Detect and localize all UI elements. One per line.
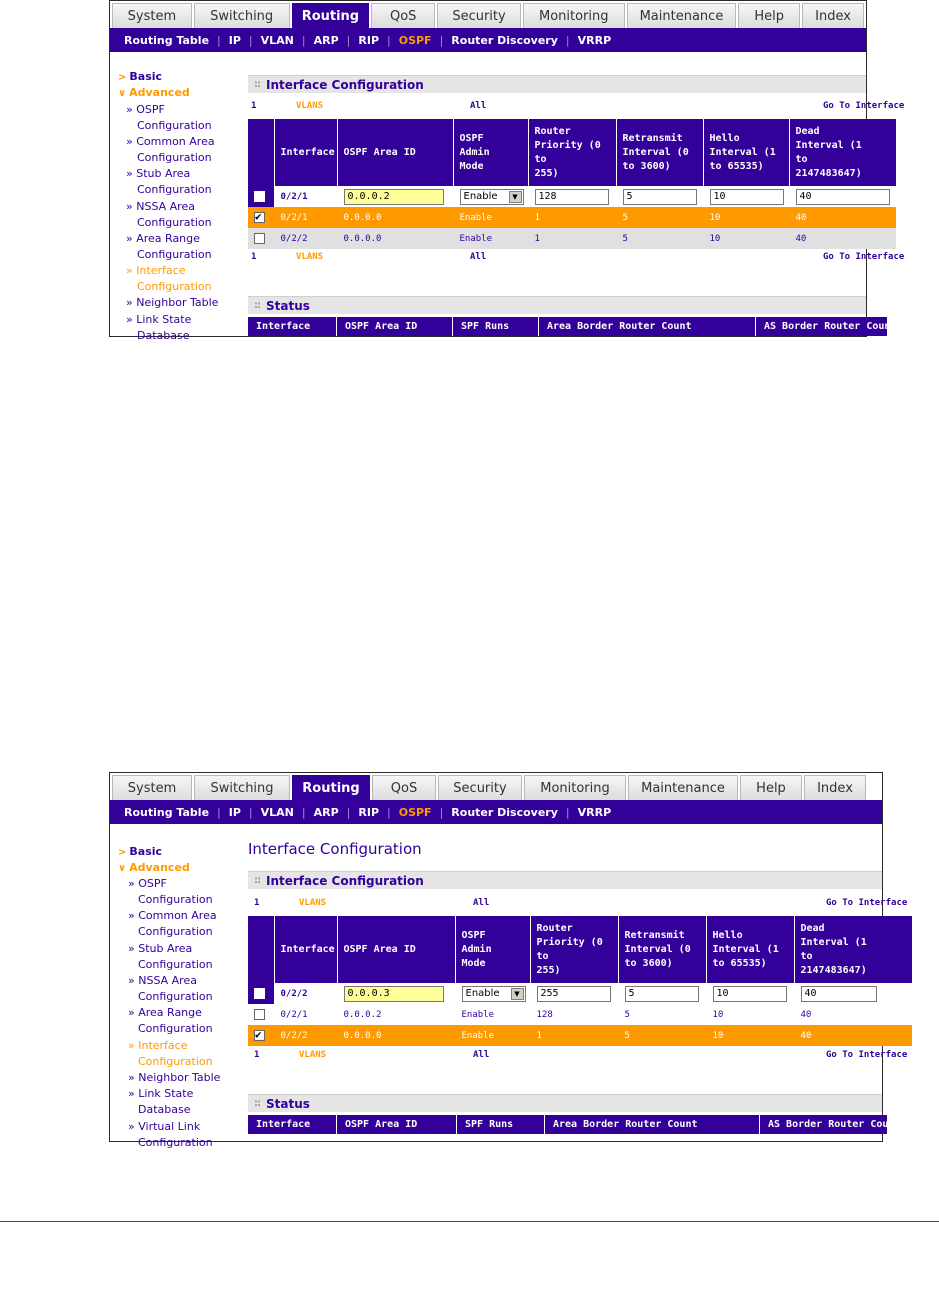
page-title: Interface Configuration xyxy=(248,840,422,858)
sidebar-virtual-link-2[interactable]: Configuration xyxy=(138,1136,213,1149)
row-hello: 10 xyxy=(703,207,789,228)
col-hello-interval: Hello Interval (1 to 65535) xyxy=(706,916,794,983)
status-table-header xyxy=(248,317,897,336)
tab-routing[interactable]: Routing xyxy=(292,3,370,28)
tab-qos[interactable]: QoS xyxy=(371,3,435,28)
sidebar-advanced[interactable]: ∨ Advanced xyxy=(118,86,190,99)
page-number[interactable]: 1 xyxy=(251,101,257,111)
table-row[interactable] xyxy=(248,1004,912,1025)
row-select-cell xyxy=(248,1025,274,1046)
col-ospf-area-id: OSPF Area ID xyxy=(337,119,453,186)
col-hello-interval: Hello Interval (1 to 65535) xyxy=(703,119,789,186)
edit-row-priority-cell xyxy=(528,186,616,207)
row-checkbox[interactable] xyxy=(254,212,265,223)
sidebar-area-range-2[interactable]: Configuration xyxy=(138,1022,213,1035)
sidebar-area-range[interactable]: » Area Range xyxy=(128,1006,202,1019)
row-interface: 0/2/2 xyxy=(274,1025,337,1046)
page-footer-rule xyxy=(0,1221,939,1222)
all-link[interactable]: All xyxy=(473,898,490,908)
sidebar-virtual-link[interactable]: » Virtual Link xyxy=(128,1120,201,1133)
col-dead-interval: Dead Interval (1 to 2147483647) xyxy=(789,119,896,186)
tab-index[interactable]: Index xyxy=(802,3,864,28)
interface-config-section-bar[interactable]: :: Interface Configuration xyxy=(248,871,882,889)
status-col-interface: Interface xyxy=(248,1115,337,1134)
bottom-pager-row xyxy=(248,249,905,267)
interface-config-table xyxy=(248,916,913,1046)
row-admin-mode: Enable xyxy=(453,207,528,228)
sidebar-link-state-2[interactable]: Database xyxy=(137,329,190,342)
vlans-link[interactable]: VLANS xyxy=(299,898,327,908)
tab-security[interactable]: Security xyxy=(437,3,521,28)
row-priority: 1 xyxy=(530,1025,618,1046)
goto-interface-link[interactable]: Go To Interface xyxy=(823,101,905,111)
col-retransmit-interval: Retransmit Interval (0 to 3600) xyxy=(616,119,703,186)
col-router-priority: Router Priority (0 to 255) xyxy=(530,916,618,983)
tab-monitoring[interactable]: Monitoring xyxy=(524,775,626,800)
tab-help[interactable]: Help xyxy=(738,3,800,28)
row-interface: 0/2/1 xyxy=(274,1004,337,1025)
sidebar-common-area[interactable]: » Common Area xyxy=(126,135,215,148)
sidebar-ospf-config[interactable]: » OSPF xyxy=(128,877,167,890)
vlans-link[interactable]: VLANS xyxy=(296,101,324,111)
status-col-abr-count: Area Border Router Count xyxy=(545,1115,760,1134)
col-interface: Interface xyxy=(274,119,337,186)
interface-config-section-bar[interactable]: :: Interface Configuration xyxy=(248,75,866,93)
edit-row-select-cell xyxy=(248,186,274,207)
sidebar xyxy=(110,52,232,342)
row-priority: 1 xyxy=(528,207,616,228)
page-number[interactable]: 1 xyxy=(254,1050,260,1060)
content-area xyxy=(234,824,908,1141)
sidebar-common-area[interactable]: » Common Area xyxy=(128,909,217,922)
sidebar-ospf-config-2[interactable]: Configuration xyxy=(137,119,212,132)
bottom-pager-row xyxy=(248,1047,908,1065)
tab-maintenance[interactable]: Maintenance xyxy=(627,3,737,28)
sidebar-neighbor-table[interactable]: » Neighbor Table xyxy=(128,1071,221,1084)
tab-system[interactable]: System xyxy=(112,775,192,800)
row-retransmit: 5 xyxy=(616,228,703,249)
retransmit-interval-input[interactable]: 5 xyxy=(623,189,697,205)
page-number[interactable]: 1 xyxy=(251,252,257,262)
sidebar-ospf-config-2[interactable]: Configuration xyxy=(138,893,213,906)
sidebar-stub-area-2[interactable]: Configuration xyxy=(137,183,212,196)
edit-row-retransmit-cell xyxy=(616,186,703,207)
tab-security[interactable]: Security xyxy=(438,775,522,800)
sidebar-nssa-area[interactable]: » NSSA Area xyxy=(128,974,197,987)
admin-mode-select[interactable]: Enable ▼ xyxy=(460,189,524,205)
goto-interface-link[interactable]: Go To Interface xyxy=(826,898,908,908)
row-retransmit: 5 xyxy=(616,207,703,228)
sidebar-area-range-2[interactable]: Configuration xyxy=(137,248,212,261)
table-header-row xyxy=(248,119,896,186)
status-col-spf-runs: SPF Runs xyxy=(453,317,539,336)
row-admin-mode: Enable xyxy=(453,228,528,249)
area-id-input[interactable]: 0.0.0.2 xyxy=(344,189,444,205)
table-header-row xyxy=(248,916,912,983)
subnav-ip[interactable]: IP xyxy=(228,805,241,819)
col-ospf-area-id: OSPF Area ID xyxy=(337,916,455,983)
col-retransmit-interval: Retransmit Interval (0 to 3600) xyxy=(618,916,706,983)
row-admin-mode: Enable xyxy=(455,1025,530,1046)
dead-interval-input[interactable]: 40 xyxy=(801,986,877,1002)
row-interface: 0/2/2 xyxy=(274,228,337,249)
sidebar-area-range[interactable]: » Area Range xyxy=(126,232,200,245)
row-hello: 10 xyxy=(703,228,789,249)
col-dead-interval: Dead Interval (1 to 2147483647) xyxy=(794,916,912,983)
sidebar-stub-area[interactable]: » Stub Area xyxy=(126,167,191,180)
row-checkbox[interactable] xyxy=(254,1009,265,1020)
page-number[interactable]: 1 xyxy=(254,898,260,908)
edit-row-checkbox[interactable] xyxy=(254,191,265,202)
sidebar-interface-config-2[interactable]: Configuration xyxy=(137,280,212,293)
subnav-vrrp[interactable]: VRRP xyxy=(577,33,612,47)
edit-row-interface: 0/2/2 xyxy=(274,983,337,1004)
tab-system[interactable]: System xyxy=(112,3,192,28)
top-pager-row xyxy=(248,895,908,913)
subnav-vlan[interactable]: VLAN xyxy=(260,805,294,819)
row-area-id: 0.0.0.0 xyxy=(337,228,453,249)
sidebar-stub-area[interactable]: » Stub Area xyxy=(128,942,193,955)
row-checkbox[interactable] xyxy=(254,233,265,244)
row-interface: 0/2/1 xyxy=(274,207,337,228)
sidebar-interface-config-2[interactable]: Configuration xyxy=(138,1055,213,1068)
sidebar-nssa-area-2[interactable]: Configuration xyxy=(138,990,213,1003)
subnav-ospf[interactable]: OSPF xyxy=(398,33,432,47)
screenshot-2 xyxy=(109,772,908,1149)
edit-row-hello-cell xyxy=(706,983,794,1004)
edit-row xyxy=(248,983,912,1004)
row-dead: 40 xyxy=(789,228,896,249)
status-col-area-id: OSPF Area ID xyxy=(337,1115,457,1134)
status-section-bar[interactable]: :: Status xyxy=(248,296,866,314)
edit-row-dead-cell xyxy=(789,186,896,207)
edit-row xyxy=(248,186,896,207)
subnav-arp[interactable]: ARP xyxy=(313,805,339,819)
tab-index[interactable]: Index xyxy=(804,775,866,800)
content-area xyxy=(234,52,905,336)
edit-row-checkbox[interactable] xyxy=(254,988,265,999)
row-checkbox[interactable] xyxy=(254,1030,265,1041)
sidebar-advanced[interactable]: ∨ Advanced xyxy=(118,861,190,874)
subnav-router-discovery[interactable]: Router Discovery xyxy=(451,33,558,47)
row-priority: 128 xyxy=(530,1004,618,1025)
tab-switching[interactable]: Switching xyxy=(194,775,290,800)
main-tab-bar xyxy=(110,1,866,28)
routing-sub-nav: Routing Table | IP | VLAN | ARP | RIP | OSPF | Router Discovery | VRRP xyxy=(110,800,882,824)
status-col-interface: Interface xyxy=(248,317,337,336)
sidebar-basic[interactable]: > Basic xyxy=(118,70,163,83)
sidebar-interface-config[interactable]: » Interface xyxy=(126,264,186,277)
status-col-asbr-count: AS Border Router Count xyxy=(756,317,888,336)
status-col-spf-runs: SPF Runs xyxy=(457,1115,545,1134)
edit-row-dead-cell xyxy=(794,983,912,1004)
all-link[interactable]: All xyxy=(473,1050,490,1060)
tab-routing[interactable]: Routing xyxy=(292,775,370,800)
row-admin-mode: Enable xyxy=(455,1004,530,1025)
row-area-id: 0.0.0.0 xyxy=(337,1025,455,1046)
table-row[interactable] xyxy=(248,1025,912,1046)
status-col-area-id: OSPF Area ID xyxy=(337,317,453,336)
hello-interval-input[interactable]: 10 xyxy=(713,986,787,1002)
sidebar-neighbor-table[interactable]: » Neighbor Table xyxy=(126,296,219,309)
edit-row-retransmit-cell xyxy=(618,983,706,1004)
tab-switching[interactable]: Switching xyxy=(194,3,290,28)
subnav-router-discovery[interactable]: Router Discovery xyxy=(451,805,558,819)
col-admin-mode: OSPF Admin Mode xyxy=(453,119,528,186)
chevron-down-icon[interactable]: ▼ xyxy=(509,191,522,203)
subnav-rip[interactable]: RIP xyxy=(358,33,379,47)
chevron-down-icon[interactable]: ▼ xyxy=(511,988,524,1000)
edit-row-area-cell xyxy=(337,186,453,207)
sidebar-nssa-area-2[interactable]: Configuration xyxy=(137,216,212,229)
sidebar-link-state[interactable]: » Link State xyxy=(126,313,192,326)
top-pager-row xyxy=(248,98,905,116)
row-hello: 10 xyxy=(706,1004,794,1025)
col-admin-mode: OSPF Admin Mode xyxy=(455,916,530,983)
table-row[interactable] xyxy=(248,228,896,249)
row-area-id: 0.0.0.0 xyxy=(337,207,453,228)
edit-row-mode-cell xyxy=(453,186,528,207)
subnav-rip[interactable]: RIP xyxy=(358,805,379,819)
row-select-cell xyxy=(248,207,274,228)
sidebar-stub-area-2[interactable]: Configuration xyxy=(138,958,213,971)
subnav-ip[interactable]: IP xyxy=(228,33,241,47)
select-column-header xyxy=(248,916,274,983)
subnav-routing-table[interactable]: Routing Table xyxy=(124,33,210,47)
sidebar-basic[interactable]: > Basic xyxy=(118,845,163,858)
row-retransmit: 5 xyxy=(618,1025,706,1046)
sidebar-common-area-2[interactable]: Configuration xyxy=(138,925,213,938)
area-id-input[interactable]: 0.0.0.3 xyxy=(344,986,444,1002)
row-select-cell xyxy=(248,228,274,249)
sidebar xyxy=(110,824,232,1149)
goto-interface-link[interactable]: Go To Interface xyxy=(823,252,905,262)
col-interface: Interface xyxy=(274,916,337,983)
hello-interval-input[interactable]: 10 xyxy=(710,189,784,205)
edit-row-priority-cell xyxy=(530,983,618,1004)
sidebar-interface-config[interactable]: » Interface xyxy=(128,1039,188,1052)
row-priority: 1 xyxy=(528,228,616,249)
edit-row-hello-cell xyxy=(703,186,789,207)
subnav-vlan[interactable]: VLAN xyxy=(260,33,294,47)
row-dead: 40 xyxy=(794,1004,912,1025)
sidebar-link-state[interactable]: » Link State xyxy=(128,1087,194,1100)
sidebar-common-area-2[interactable]: Configuration xyxy=(137,151,212,164)
sidebar-nssa-area[interactable]: » NSSA Area xyxy=(126,200,195,213)
interface-config-table xyxy=(248,119,897,249)
row-retransmit: 5 xyxy=(618,1004,706,1025)
edit-row-area-cell xyxy=(337,983,455,1004)
status-table-header xyxy=(248,1115,901,1134)
screenshot-1 xyxy=(109,0,905,342)
subnav-arp[interactable]: ARP xyxy=(313,33,339,47)
status-col-abr-count: Area Border Router Count xyxy=(539,317,756,336)
all-link[interactable]: All xyxy=(470,101,487,111)
main-tab-bar xyxy=(110,773,882,800)
status-col-asbr-count: AS Border Router Count xyxy=(760,1115,888,1134)
select-column-header xyxy=(248,119,274,186)
tab-qos[interactable]: QoS xyxy=(372,775,436,800)
table-row[interactable] xyxy=(248,207,896,228)
retransmit-interval-input[interactable]: 5 xyxy=(625,986,699,1002)
row-select-cell xyxy=(248,1004,274,1025)
edit-row-select-cell xyxy=(248,983,274,1004)
edit-row-interface: 0/2/1 xyxy=(274,186,337,207)
dead-interval-input[interactable]: 40 xyxy=(796,189,890,205)
router-priority-input[interactable]: 128 xyxy=(535,189,609,205)
row-hello: 10 xyxy=(706,1025,794,1046)
tab-monitoring[interactable]: Monitoring xyxy=(523,3,625,28)
sidebar-link-state-2[interactable]: Database xyxy=(138,1103,191,1116)
vlans-link[interactable]: VLANS xyxy=(296,252,324,262)
sidebar-ospf-config[interactable]: » OSPF xyxy=(126,103,165,116)
subnav-ospf[interactable]: OSPF xyxy=(398,805,432,819)
tab-maintenance[interactable]: Maintenance xyxy=(628,775,738,800)
status-section-bar[interactable]: :: Status xyxy=(248,1094,882,1112)
all-link[interactable]: All xyxy=(470,252,487,262)
routing-sub-nav: Routing Table | IP | VLAN | ARP | RIP | OSPF | Router Discovery | VRRP xyxy=(110,28,866,52)
edit-row-mode-cell xyxy=(455,983,530,1004)
goto-interface-link[interactable]: Go To Interface xyxy=(826,1050,908,1060)
col-router-priority: Router Priority (0 to 255) xyxy=(528,119,616,186)
row-area-id: 0.0.0.2 xyxy=(337,1004,455,1025)
row-dead: 40 xyxy=(789,207,896,228)
router-priority-input[interactable]: 255 xyxy=(537,986,611,1002)
vlans-link[interactable]: VLANS xyxy=(299,1050,327,1060)
subnav-routing-table[interactable]: Routing Table xyxy=(124,805,210,819)
subnav-vrrp[interactable]: VRRP xyxy=(577,805,612,819)
admin-mode-select[interactable]: Enable ▼ xyxy=(462,986,526,1002)
tab-help[interactable]: Help xyxy=(740,775,802,800)
row-dead: 40 xyxy=(794,1025,912,1046)
